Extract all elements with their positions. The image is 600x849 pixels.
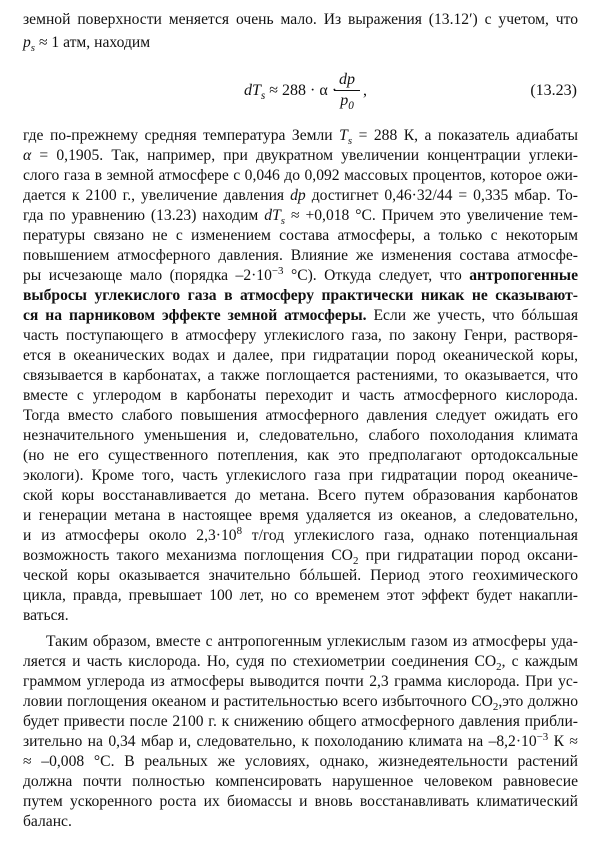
text-line: ры исчезающе мало (порядка $-2\cdot 10^{-3}$ °С). Откуда следует, что антропогенные bbox=[23, 264, 578, 284]
equation-fraction: dp $p_0$ bbox=[333, 70, 361, 111]
text-line: будет привести после 2100 г. к снижению общего атмосферного давления прибли- bbox=[23, 713, 578, 730]
text-line: ≈ –0,008 °С. В реальных же условиях, однако, жизнедеятельности растений bbox=[23, 753, 578, 770]
text-line: ляется и часть кислорода. Но, судя по стехиометрии соединения $СО_2$, с каждым bbox=[23, 653, 579, 674]
text-line: возможность такого механизма поглощения $СО_2$ при гидратации пород оксани- bbox=[23, 547, 578, 568]
text-line: ся на парниковом эффекте земной атмосферы. Если же учесть, что бóльшая bbox=[23, 307, 579, 324]
text-line: где по-прежнему средняя температура Земли $T_s = 288$ К, а показатель адиабаты bbox=[23, 127, 579, 148]
text-line: (но не его существенного потепления, как это предполагают ортодоксальные bbox=[23, 447, 578, 464]
text-line: ловии поглощения океаном и растительностью всего избыточного $СО_2,это$ должно bbox=[23, 693, 578, 714]
text-line: экологи). Кроме того, часть углекислого газа при гидратации пород океаниче- bbox=[23, 467, 578, 484]
text-line: вместе с углеродом в карбонаты переходит и часть атмосферного кислорода. bbox=[23, 387, 578, 404]
text-line: ской коры восстанавливается до метана. Всего путем образования карбонатов bbox=[23, 487, 578, 504]
text-line: баланс. bbox=[23, 813, 72, 830]
text-line: ческой коры оказывается значительно бóльшей. Период этого геохимического bbox=[23, 567, 578, 584]
equation-comma: , bbox=[363, 82, 367, 99]
text-line: $p_s \approx 1$ атм, находим bbox=[23, 34, 151, 55]
text-line: часть поступающего в атмосферу углекислого газа, по закону Генри, растворя- bbox=[23, 327, 578, 344]
text-line: и из атмосферы около $2,3\cdot 10^8$ т/год углекислого газа, однако потенциальная bbox=[23, 524, 578, 544]
text-line: граммом углерода из атмосферы выводится почти 2,3 грамма кислорода. При ус- bbox=[23, 673, 578, 690]
text-line: связывается в карбонатах, а также поглощается растениями, то оказывается, что bbox=[23, 367, 578, 384]
text-line: земной поверхности меняется очень мало. Из выражения (13.12′) с учетом, что bbox=[23, 11, 578, 28]
text-line: пературы связано не с изменением состава атмосферы, а только с некоторым bbox=[23, 227, 578, 244]
text-line: повышением атмосферного давления. Влияние же изменения состава атмосфе- bbox=[23, 247, 578, 264]
equation-lhs: $dT_s \approx 288 \cdot \alpha$ · bbox=[244, 82, 338, 103]
text-line: путем ускоренного роста их биомассы и вновь восстанавливать климатический bbox=[23, 793, 578, 810]
text-line: дается к 2100 г., увеличение давления dp достигнет 0,46·32/44 = 0,335 мбар. То- bbox=[23, 187, 578, 204]
text-line: Тогда вместо слабого повышения атмосферного давления следует ожидать его bbox=[23, 407, 578, 424]
text-line: зительно на 0,34 мбар и, следовательно, к похолоданию климата на $-8,2\cdot 10^{-3}$ К ≈ bbox=[23, 730, 578, 750]
text-line: ется в океанических водах и далее, при гидратации пород океанической коры, bbox=[23, 347, 578, 364]
text-line: α = 0,1905. Так, например, при двукратном увеличении концентрации углеки- bbox=[23, 147, 578, 164]
text-line: Таким образом, вместе с антропогенным углекислым газом из атмосферы уда- bbox=[46, 633, 578, 650]
equation-number: (13.23) bbox=[530, 82, 577, 99]
text-line: гда по уравнению (13.23) находим $dT_s \approx +0,018$ °С. Причем это увеличение тем- bbox=[23, 207, 578, 228]
text-line: незначительного уменьшения и, следовательно, слабого похолодания климата bbox=[23, 427, 578, 444]
text-line: выбросы углекислого газа в атмосферу практически никак не сказывают- bbox=[23, 287, 578, 304]
text-line: и генерации метана в настоящее время удаляется из океанов, а следовательно, bbox=[23, 507, 578, 524]
text-line: ваться. bbox=[23, 607, 69, 624]
text-line: должна почти полностью компенсировать нарушенное человеком равновесие bbox=[23, 773, 578, 790]
text-line: цикла, правда, превышает 100 лет, но со временем этот эффект будет накапли- bbox=[23, 587, 578, 604]
text-line: слого газа в земной атмосфере с 0,046 до 0,092 массовых процентов, которое ожи- bbox=[23, 167, 578, 184]
equation-13-23 bbox=[0, 66, 600, 116]
